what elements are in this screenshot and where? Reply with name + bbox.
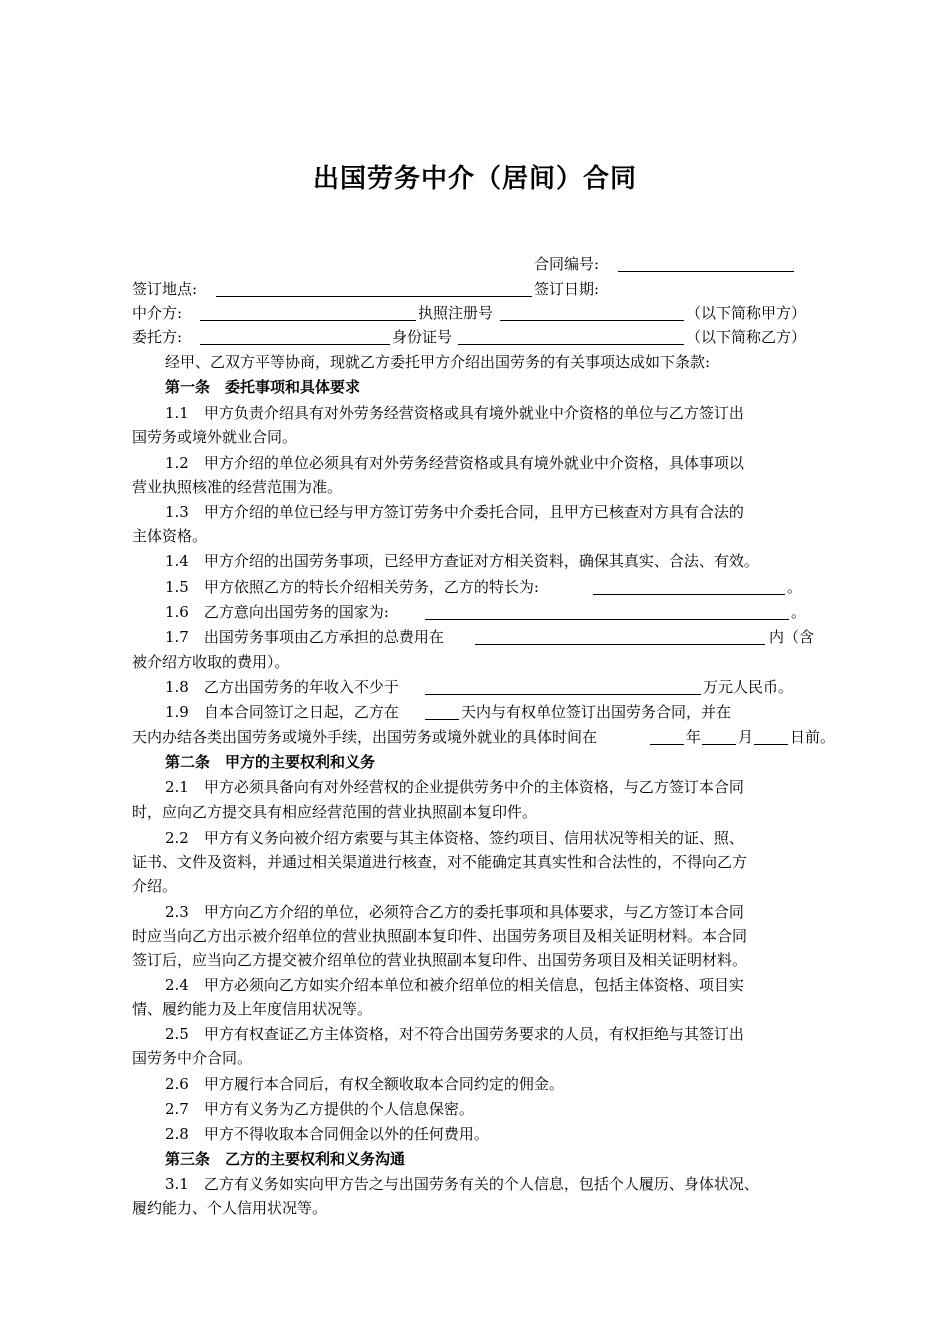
clause-1-5-text: 1.5 甲方依照乙方的特长介绍相关劳务，乙方的特长为: (165, 578, 539, 596)
clause-3-1-line2: 履约能力、个人信用状况等。 (132, 1199, 328, 1217)
party-b-note: （以下简称乙方） (686, 328, 807, 346)
clause-2-1-line1: 2.1 甲方必须具备向有对外经营权的企业提供劳务中介的主体资格，与乙方签订本合同 (165, 778, 744, 796)
clause-1-9-line1 (165, 701, 855, 723)
clause-1-6-text: 1.6 乙方意向出国劳务的国家为: (165, 603, 389, 621)
clause-1-9-text3: 天内办结各类出国劳务或境外手续，出国劳务或境外就业的具体时间在 (132, 728, 598, 746)
clause-1-7-line1 (165, 626, 855, 648)
month-label: 月 (738, 728, 754, 746)
article-1-heading: 第一条 委托事项和具体要求 (165, 378, 361, 396)
clause-1-3-line1: 1.3 甲方介绍的单位已经与甲方签订劳务中介委托合同，且甲方已核查对方具有合法的 (165, 503, 744, 521)
clause-1-7-suffix: 内（含 (769, 628, 815, 646)
clause-2-1-line2: 时，应向乙方提交具有相应经营范围的营业执照副本复印件。 (132, 803, 538, 821)
clause-1-9-line2 (132, 726, 836, 748)
day-field[interactable] (754, 728, 788, 745)
client-label: 委托方: (132, 328, 183, 346)
clause-2-3-line1: 2.3 甲方向乙方介绍的单位，必须符合乙方的委托事项和具体要求，与乙方签订本合同 (165, 903, 744, 921)
id-label: 身份证号 (392, 328, 453, 346)
contract-no-label: 合同编号: (534, 255, 600, 273)
day-label: 日前。 (790, 728, 836, 746)
clause-1-6-line (165, 601, 855, 623)
document-title: 出国劳务中介（居间）合同 (312, 164, 637, 194)
clause-2-4-line2: 情、履约能力及上年度信用状况等。 (132, 1000, 373, 1018)
clause-2-8: 2.8 甲方不得收取本合同佣金以外的任何费用。 (165, 1125, 489, 1143)
agent-field[interactable] (200, 304, 416, 321)
days-contract-field[interactable] (425, 703, 459, 720)
annual-income-field[interactable] (425, 678, 701, 695)
clause-1-1-line2: 国劳务或境外就业合同。 (132, 428, 298, 446)
clause-1-8-text: 1.8 乙方出国劳务的年收入不少于 (165, 678, 399, 696)
sign-place-field[interactable] (216, 280, 532, 297)
clause-2-7: 2.7 甲方有义务为乙方提供的个人信息保密。 (165, 1100, 474, 1118)
id-field[interactable] (458, 328, 684, 345)
clause-1-9-text: 1.9 自本合同签订之日起，乙方在 (165, 703, 399, 721)
agent-label: 中介方: (132, 304, 183, 322)
clause-1-2-line1: 1.2 甲方介绍的单位必须具有对外劳务经营资格或具有境外就业中介资格，具体事项以 (165, 454, 744, 472)
intro-paragraph: 经甲、乙双方平等协商，现就乙方委托甲方介绍出国劳务的有关事项达成如下条款: (165, 353, 711, 371)
specialty-field[interactable] (593, 578, 785, 595)
sign-date-label: 签订日期: (534, 280, 600, 298)
month-field[interactable] (702, 728, 736, 745)
clause-1-3-line2: 主体资格。 (132, 527, 208, 545)
contract-no-field[interactable] (618, 255, 794, 272)
article-3-heading: 第三条 乙方的主要权利和义务沟通 (165, 1150, 406, 1168)
clause-2-5-line1: 2.5 甲方有权查证乙方主体资格，对不符合出国劳务要求的人员，有权拒绝与其签订出 (165, 1025, 744, 1043)
clause-1-8-suffix: 万元人民币。 (703, 678, 794, 696)
year-label: 年 (686, 728, 702, 746)
clause-2-2-line1: 2.2 甲方有义务向被介绍方索要与其主体资格、签约项目、信用状况等相关的证、照、 (165, 829, 744, 847)
clause-2-3-line3: 签订后，应当向乙方提交被介绍单位的营业执照副本复印件、出国劳务项目及相关证明材料。 (132, 951, 748, 969)
license-label: 执照注册号 (418, 304, 494, 322)
clause-2-2-line3: 介绍。 (132, 877, 178, 895)
clause-1-5-line (165, 576, 855, 598)
clause-1-1-line1: 1.1 甲方负责介绍具有对外劳务经营资格或具有境外就业中介资格的单位与乙方签订出 (165, 404, 744, 422)
article-2-heading: 第二条 甲方的主要权利和义务 (165, 753, 376, 771)
clause-2-6: 2.6 甲方履行本合同后，有权全额收取本合同约定的佣金。 (165, 1075, 564, 1093)
year-field[interactable] (650, 728, 684, 745)
country-field[interactable] (425, 603, 789, 620)
clause-1-7-text: 1.7 出国劳务事项由乙方承担的总费用在 (165, 628, 444, 646)
total-fee-field[interactable] (475, 628, 765, 645)
party-a-note: （以下简称甲方） (686, 304, 807, 322)
clause-1-4: 1.4 甲方介绍的出国劳务事项，已经甲方查证对方相关资料，确保其真实、合法、有效。 (165, 552, 759, 570)
sign-place-label: 签订地点: (132, 280, 198, 298)
clause-2-5-line2: 国劳务中介合同。 (132, 1049, 253, 1067)
clause-3-1-line1: 3.1 乙方有义务如实向甲方告之与出国劳务有关的个人信息，包括个人履历、身体状况、 (165, 1175, 759, 1193)
client-field[interactable] (200, 328, 390, 345)
clause-1-8-line (165, 676, 855, 698)
clause-1-2-line2: 营业执照核准的经营范围为准。 (132, 478, 343, 496)
clause-2-2-line2: 证书、文件及资料，并通过相关渠道进行核查，对不能确定其真实性和合法性的，不得向乙方 (132, 853, 748, 871)
license-field[interactable] (500, 304, 684, 321)
clause-1-6-period: 。 (791, 603, 807, 621)
clause-1-5-period: 。 (787, 578, 803, 596)
clause-1-9-text2: 天内与有权单位签订出国劳务合同，并在 (461, 703, 732, 721)
clause-2-3-line2: 时应当向乙方出示被介绍单位的营业执照副本复印件、出国劳务项目及相关证明材料。本合同 (132, 927, 748, 945)
clause-2-4-line1: 2.4 甲方必须向乙方如实介绍本单位和被介绍单位的相关信息，包括主体资格、项目实 (165, 976, 744, 994)
clause-1-7-line2: 被介绍方收取的费用）。 (132, 653, 290, 671)
